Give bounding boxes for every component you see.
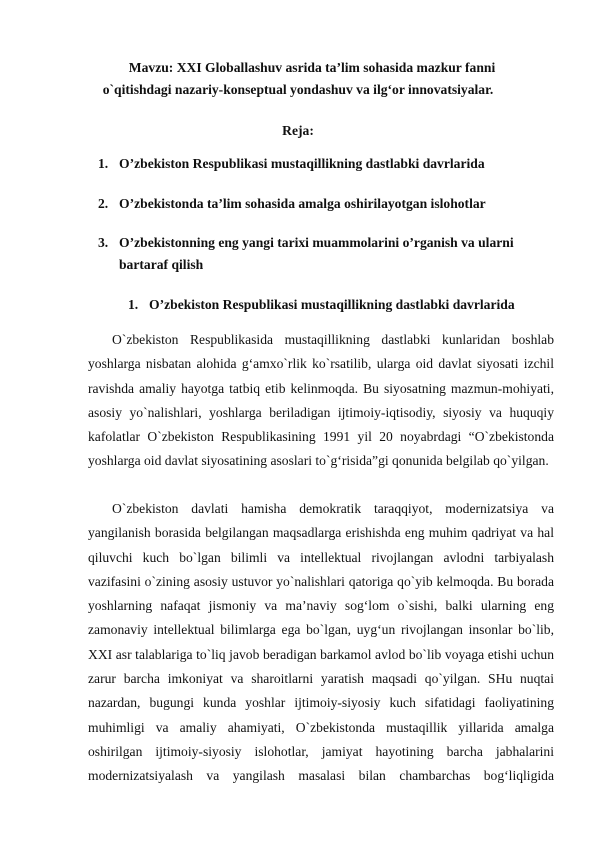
plan-item-number: 2. bbox=[98, 196, 109, 211]
plan-item-text: O’zbekiston Respublikasi mustaqillikning dastlabki davrlarida bbox=[119, 156, 485, 171]
body-paragraph bbox=[88, 328, 554, 474]
section-number: 1. bbox=[128, 297, 139, 312]
document-title-line-1: Mavzu: XXI Globallashuv asrida ta’lim sohasida mazkur fanni bbox=[128, 60, 496, 75]
plan-heading: Reja: bbox=[282, 123, 314, 138]
plan-item-text: O’zbekistonning eng yangi tarixi muammolarini o’rganish va ularni bbox=[119, 235, 514, 250]
plan-item-number: 1. bbox=[98, 156, 109, 171]
plan-item-number: 3. bbox=[98, 235, 109, 250]
plan-item-text: O’zbekistonda ta’lim sohasida amalga oshirilayotgan islohotlar bbox=[119, 196, 486, 211]
plan-item bbox=[98, 193, 518, 215]
body-paragraph bbox=[88, 497, 554, 789]
plan-item-continuation: bartaraf qilish bbox=[119, 257, 204, 272]
paragraph-text: O`zbekiston davlati hamisha demokratik taraqqiyot, modernizatsiya va yangilanish borasida belgilangan maqsadlarga erishishda eng muhim qadriyat va hal qiluvchi kuch bo`lgan bilimli va intellektual rivojlangan avlodni tarbiyalash vazifasini o`zining asosiy ustuvor yo`nalishlari qatoriga qo`yib kelmoqda. Bu borada yoshlarning nafaqat jismoniy va ma’naviy sog‘lom o`sishi, balki ularning eng zamonaviy intellektual bilimlarga ega bo`lgan, uyg‘un rivojlangan insonlar bo`lib, XXI asr talablariga to`liq javob beradigan barkamol avlod bo`lib voyaga etishi uchun zarur barcha imkoniyat va sharoitlarni yaratish maqsadi qo`yilgan. SHu nuqtai nazardan, bugungi kunda yoshlar ijtimoiy-siyosiy kuch sifatidagi faoliyatining muhimligi va amaliy ahamiyati, O`zbekistonda mustaqillik yillarida amalga oshirilgan ijtimoiy-siyosiy islohotlar, jamiyat hayotining barcha jabhalarini modernizatsiyalash va yangilash masalasi bilan chambarchas bog‘liqligida bbox=[88, 501, 554, 784]
document-title-line-2: o`qitishdagi nazariy-konseptual yondashuv va ilg‘or innovatsiyalar. bbox=[102, 82, 494, 97]
plan-item bbox=[98, 232, 518, 276]
section-heading bbox=[128, 295, 548, 315]
plan-item bbox=[98, 153, 518, 175]
paragraph-text: O`zbekiston Respublikasida mustaqillikning dastlabki kunlaridan boshlab yoshlarga nisbatan alohida g‘amxo`rlik ko`rsatilib, ularga oid davlat siyosati izchil ravishda amaliy hayotga tatbiq etib kelinmoqda. Bu siyosatning mazmun-mohiyati, asosiy yo`nalishlari, yoshlarga beriladigan ijtimoiy-iqtisodiy, siyosiy va huquqiy kafolatlar O`zbekiston Respublikasining 1991 yil 20 noyabrdagi “O`zbekistonda yoshlarga oid davlat siyosatining asoslari to`g‘risida”gi qonunida belgilab qo`yilgan. bbox=[88, 332, 554, 469]
section-heading-text: O’zbekiston Respublikasi mustaqillikning dastlabki davrlarida bbox=[149, 297, 515, 312]
